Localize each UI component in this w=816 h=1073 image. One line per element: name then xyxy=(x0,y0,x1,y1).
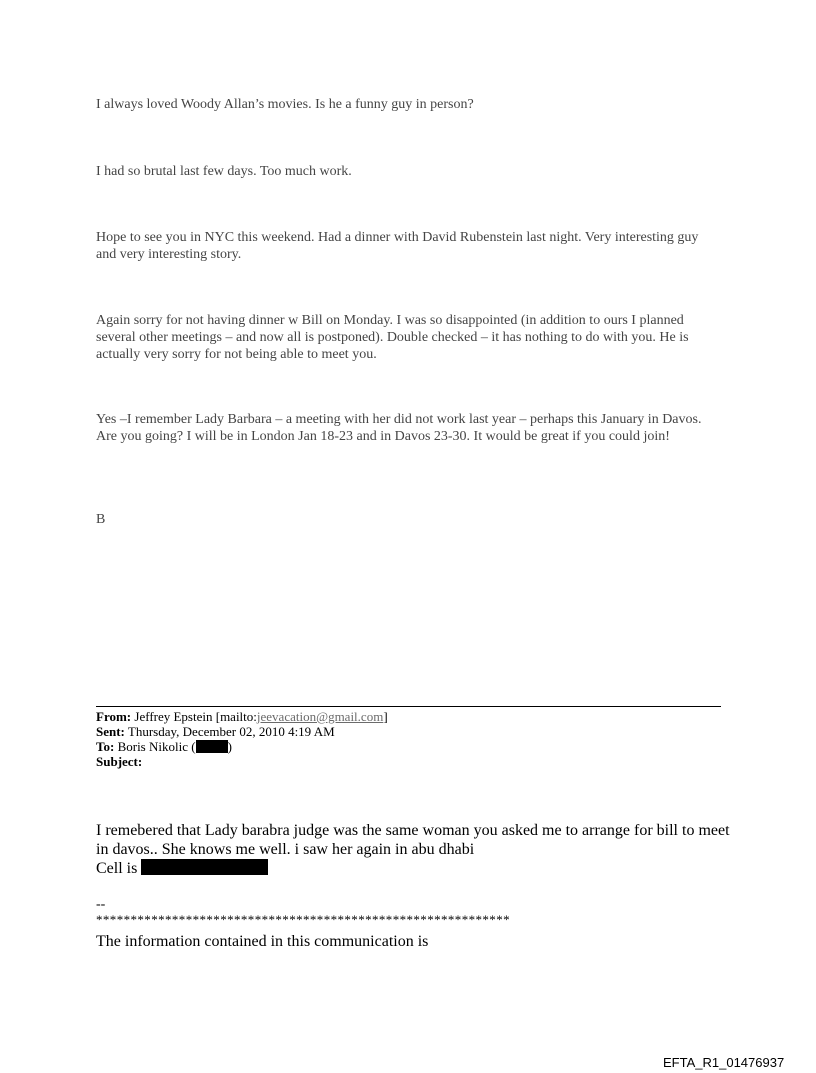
signature-dash: -- xyxy=(96,897,106,912)
to-name: Boris Nikolic ( xyxy=(117,739,196,754)
redaction-box xyxy=(196,740,228,753)
header-from xyxy=(96,709,388,724)
separator-stars: ************************************************************ xyxy=(96,912,510,927)
original-message-body: I remebered that Lady barabra judge was the same woman you asked me to arrange for bill to meet in davos.. She knows me well. i saw her again in abu dhabi xyxy=(96,822,730,858)
from-email-link[interactable]: jeevacation@gmail.com xyxy=(256,709,384,724)
to-close: ) xyxy=(227,739,232,754)
header-subject xyxy=(96,754,142,769)
header-sent xyxy=(96,724,335,739)
to-label: To: xyxy=(96,739,115,754)
subject-label: Subject: xyxy=(96,754,143,769)
cell-line xyxy=(96,859,736,878)
from-label: From: xyxy=(96,709,132,724)
sent-value: Thursday, December 02, 2010 4:19 AM xyxy=(127,724,335,739)
reply-paragraph-1: I always loved Woody Allan’s movies. Is he a funny guy in person? xyxy=(96,97,474,112)
redaction-box xyxy=(141,859,268,875)
header-divider xyxy=(96,706,721,707)
reply-paragraph-5: Yes –I remember Lady Barbara – a meeting with her did not work last year – perhaps this January in Davos. Are you going? I will be in London Jan 18-23 and in Davos 23-30. It would be great if you could join! xyxy=(96,412,702,444)
cell-label: Cell is xyxy=(96,860,138,877)
reply-paragraph-4: Again sorry for not having dinner w Bill on Monday. I was so disappointed (in addition to ours I planned several other meetings – and now all is postponed). Double checked – it has nothing to do with you. He is actually very sorry for not being able to meet you. xyxy=(96,313,689,362)
reply-paragraph-2: I had so brutal last few days. Too much work. xyxy=(96,164,352,179)
sent-label: Sent: xyxy=(96,724,125,739)
document-id: EFTA_R1_01476937 xyxy=(663,1055,785,1070)
from-name: Jeffrey Epstein [mailto: xyxy=(134,709,257,724)
header-to xyxy=(96,739,232,754)
confidentiality-notice: The information contained in this communication is xyxy=(96,933,429,950)
reply-paragraph-3: Hope to see you in NYC this weekend. Had a dinner with David Rubenstein last night. Very interesting guy and very interesting story. xyxy=(96,230,699,262)
from-close: ] xyxy=(383,709,388,724)
reply-signature: B xyxy=(96,512,106,527)
